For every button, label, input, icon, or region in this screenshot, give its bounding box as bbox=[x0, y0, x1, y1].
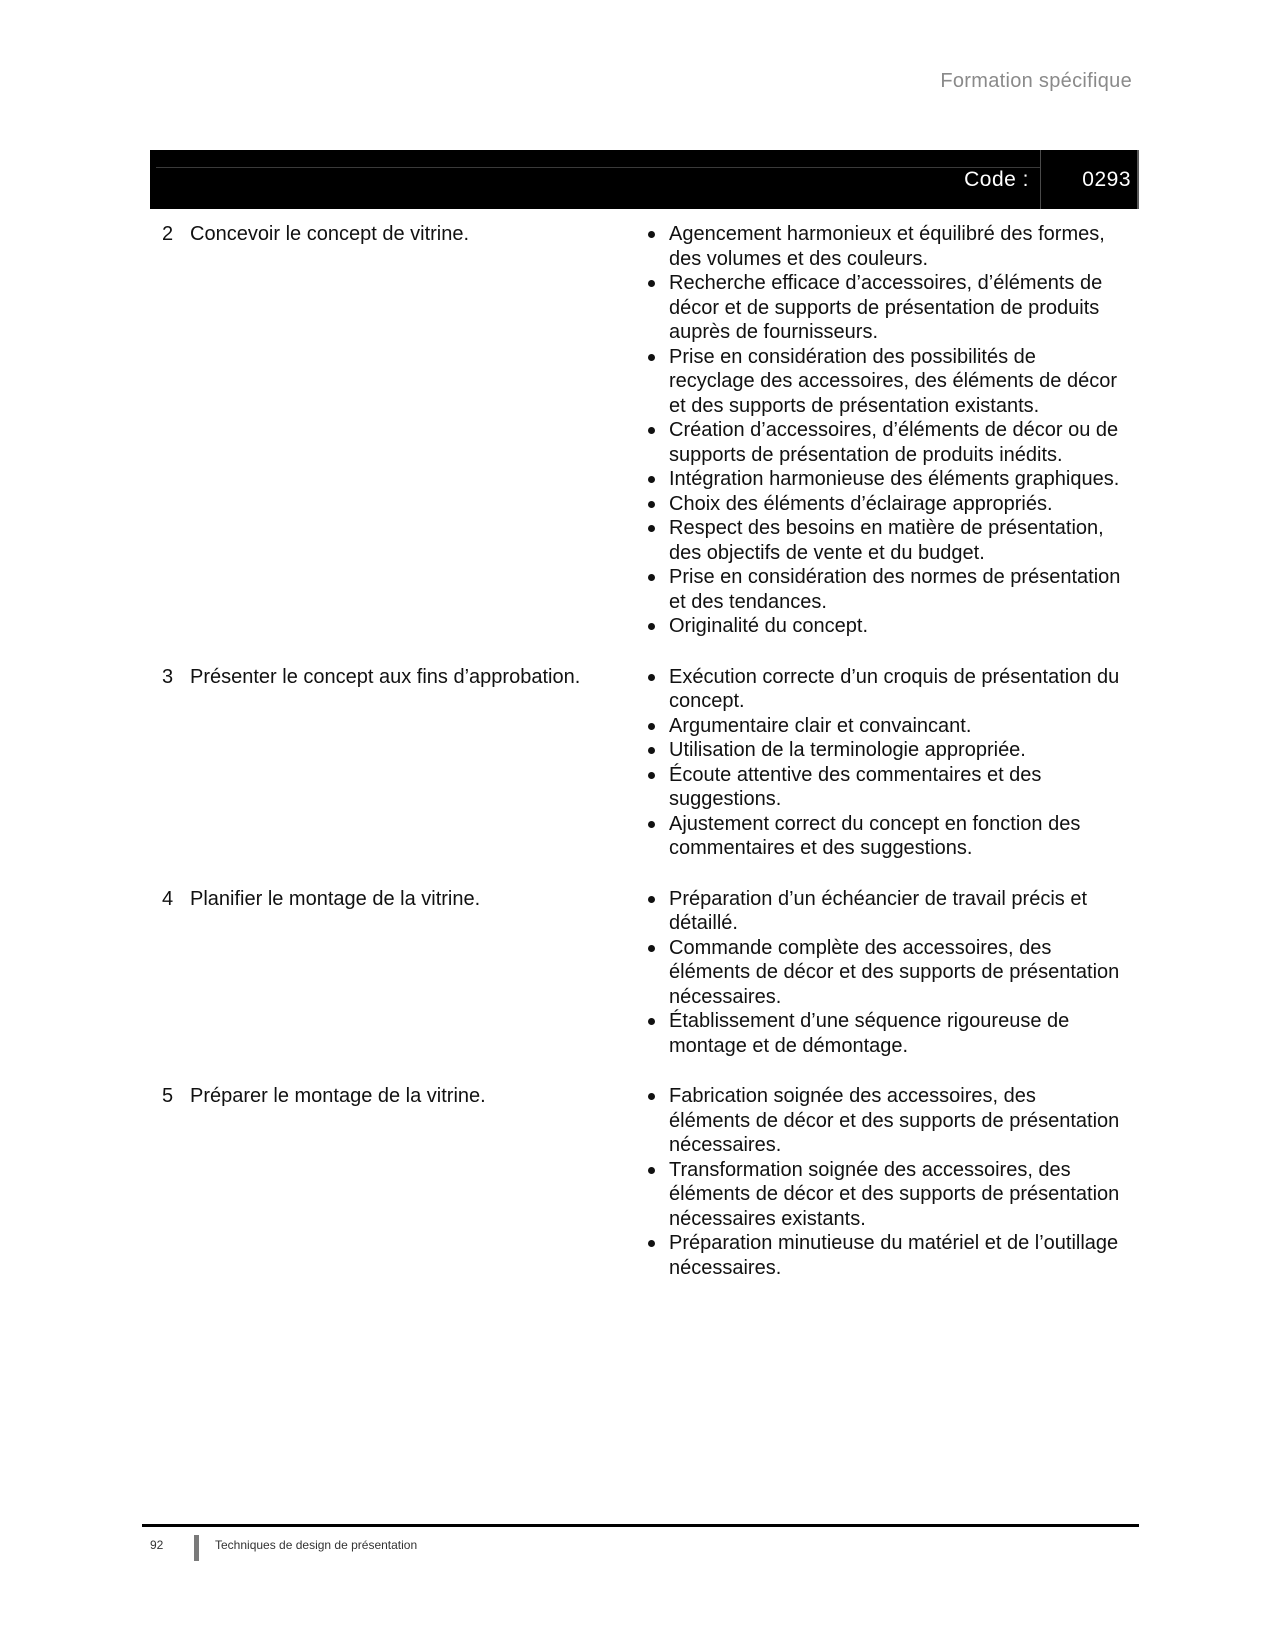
criteria-item: Transformation soignée des accessoires, des éléments de décor et des supports de présentation nécessaires existants. bbox=[645, 1158, 1121, 1232]
criteria-item: Écoute attentive des commentaires et des suggestions. bbox=[645, 763, 1121, 812]
step-cell bbox=[150, 222, 645, 639]
table-row bbox=[150, 222, 1139, 639]
table-row bbox=[150, 665, 1139, 861]
code-bar-separator bbox=[1040, 150, 1041, 209]
criteria-item: Choix des éléments d’éclairage appropriés. bbox=[645, 492, 1121, 517]
step-title: Préparer le montage de la vitrine. bbox=[190, 1085, 486, 1107]
criteria-item: Fabrication soignée des accessoires, des éléments de décor et des supports de présentation nécessaires. bbox=[645, 1084, 1121, 1158]
criteria-item: Recherche efficace d’accessoires, d’éléments de décor et de supports de présentation de produits auprès de fournisseurs. bbox=[645, 271, 1121, 345]
criteria-list bbox=[645, 887, 1121, 1059]
footer-title: Techniques de design de présentation bbox=[215, 1538, 418, 1552]
page-number: 92 bbox=[150, 1538, 164, 1552]
step-cell bbox=[150, 665, 645, 861]
criteria-item: Prise en considération des possibilités de recyclage des accessoires, des éléments de décor et des supports de présentation existants. bbox=[645, 345, 1121, 419]
criteria-item: Commande complète des accessoires, des éléments de décor et des supports de présentation nécessaires. bbox=[645, 936, 1121, 1010]
competency-table bbox=[150, 222, 1139, 1306]
running-header: Formation spécifique bbox=[940, 70, 1132, 92]
criteria-item: Intégration harmonieuse des éléments graphiques. bbox=[645, 467, 1121, 492]
code-bar bbox=[150, 150, 1139, 209]
code-label: Code : bbox=[964, 168, 1029, 191]
criteria-item: Préparation minutieuse du matériel et de l’outillage nécessaires. bbox=[645, 1231, 1121, 1280]
step-cell bbox=[150, 1084, 645, 1280]
criteria-item: Agencement harmonieux et équilibré des formes, des volumes et des couleurs. bbox=[645, 222, 1121, 271]
criteria-list bbox=[645, 1084, 1121, 1280]
criteria-item: Exécution correcte d’un croquis de présentation du concept. bbox=[645, 665, 1121, 714]
step-number: 4 bbox=[162, 887, 174, 910]
footer-bar bbox=[194, 1535, 199, 1561]
criteria-item: Utilisation de la terminologie appropriée. bbox=[645, 738, 1121, 763]
criteria-item: Établissement d’une séquence rigoureuse de montage et de démontage. bbox=[645, 1009, 1121, 1058]
criteria-item: Originalité du concept. bbox=[645, 614, 1121, 639]
criteria-list bbox=[645, 665, 1121, 861]
footer-rule bbox=[142, 1524, 1139, 1527]
criteria-list bbox=[645, 222, 1121, 639]
criteria-item: Création d’accessoires, d’éléments de décor ou de supports de présentation de produits inédits. bbox=[645, 418, 1121, 467]
criteria-item: Respect des besoins en matière de présentation, des objectifs de vente et du budget. bbox=[645, 516, 1121, 565]
criteria-item: Argumentaire clair et convaincant. bbox=[645, 714, 1121, 739]
step-number: 5 bbox=[162, 1085, 174, 1107]
table-row bbox=[150, 1084, 1139, 1280]
step-title: Présenter le concept aux fins d’approbation. bbox=[190, 665, 581, 688]
code-value: 0293 bbox=[1082, 168, 1131, 191]
code-bar-rule bbox=[156, 167, 1041, 168]
table-row bbox=[150, 887, 1139, 1059]
step-number: 3 bbox=[162, 665, 174, 688]
step-title: Planifier le montage de la vitrine. bbox=[190, 887, 481, 910]
criteria-item: Préparation d’un échéancier de travail précis et détaillé. bbox=[645, 887, 1121, 936]
step-cell bbox=[150, 887, 645, 1059]
criteria-item: Prise en considération des normes de présentation et des tendances. bbox=[645, 565, 1121, 614]
step-number: 2 bbox=[162, 223, 174, 245]
code-bar-edge bbox=[1137, 150, 1139, 209]
criteria-item: Ajustement correct du concept en fonction des commentaires et des suggestions. bbox=[645, 812, 1121, 861]
step-title: Concevoir le concept de vitrine. bbox=[190, 223, 470, 245]
